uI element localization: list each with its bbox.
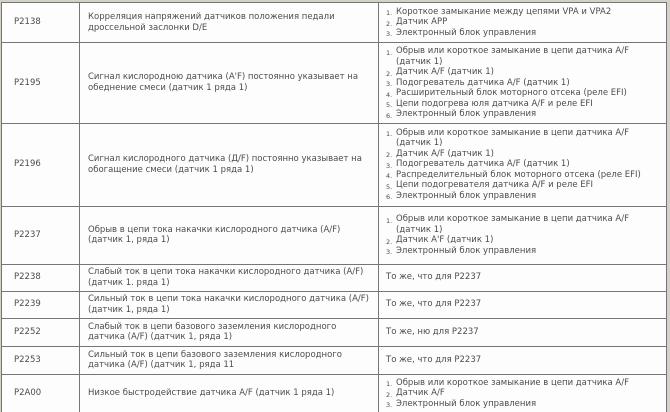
dtc-description [80,374,379,412]
cause-item: Датчик APP [396,17,448,28]
cause-item: Цепи подогрева юля датчика A/F и реле EFI [396,98,593,109]
dtc-code [2,318,80,346]
dtc-code [2,3,80,43]
cause-item: Подогреватель датчика A/F (датчик 1) [396,159,570,170]
dtc-description-text: Сильный ток в цепи тока накачки кислородного датчика (A/F) (датчик 1, ряда 1) [88,294,369,315]
table-row [2,43,667,124]
dtc-causes [379,374,667,412]
table-row [2,206,667,264]
dtc-description-text: Низкое быстродействие датчика A/F (датчик 1 ряда 1) [88,388,335,398]
dtc-description-text: Обрыв в цепи тока накачки кислородного датчика (A/F) (датчик 1, ряда 1) [88,224,341,245]
cause-item: Короткое замыкание между цепями VPA и VPA2 [396,6,612,17]
dtc-description-text: Сильный ток в цепи базового заземления кислородного датчика (A/F) (датчик 1, ряда 11 [88,349,342,370]
dtc-code-text: P2252 [14,326,41,337]
dtc-note [379,291,667,318]
cause-item: Датчик A/F [396,388,445,398]
cause-item: Электронный блок управления [396,109,537,119]
dtc-code [2,123,80,206]
causes-list [385,46,662,120]
causes-list [385,378,662,410]
dtc-note [379,318,667,346]
cause-item: Электронный блок управления [396,190,537,201]
dtc-description-text: Сигнал кислородного датчика (Д/F) постоянно указывает на обогащение смеси (датчик 1 ряда 1) [88,154,362,175]
dtc-note-text: То же, ню для P2237 [386,326,479,337]
dtc-table [1,2,667,412]
cause-item: Электронный блок управления [396,245,537,256]
dtc-description-text: Слабый ток в цепи тока накачки кислородного датчика (A/F) (датчик 1. ряда 1) [88,267,364,288]
table-row [2,318,667,346]
dtc-description [80,43,379,124]
dtc-causes [379,123,667,206]
dtc-description [80,318,379,346]
dtc-code-text: P2195 [14,77,41,88]
dtc-description [80,346,379,374]
cause-item: Электронный блок управления [396,27,537,38]
dtc-causes [379,206,667,264]
dtc-code [2,374,80,412]
table-row [2,374,667,412]
cause-item: Электронный блок управления [396,398,537,409]
dtc-code-text: P2239 [14,299,41,310]
cause-item: Обрыв или короткое замыкание в цепи датчика A/F (датчик 1) [396,127,629,149]
causes-list [385,214,662,256]
dtc-description [80,123,379,206]
dtc-code-text: P2138 [14,17,41,28]
dtc-code [2,264,80,291]
dtc-description-text: Слабый ток в цепи базового заземления кислородного датчика (A/F) (датчик 1, ряда 1) [88,321,337,342]
cause-item: Подогреватель датчика A/F (датчик 1) [396,77,570,88]
cause-item: Расширительный блок моторного отсека (реле EFI) [396,88,627,98]
cause-item: Обрыв или короткое замыкание в цепи датчика A/F (датчик 1) [396,214,629,235]
cause-item: Цепи подогревателя датчика A/F и реле EFI [396,180,594,191]
dtc-note-text: То же, что для P2237 [386,299,482,310]
dtc-code [2,291,80,318]
dtc-note-text: То же, что для P2237 [386,354,482,365]
table-row [2,3,667,43]
cause-item: Датчик A/F (датчик 1) [396,67,494,77]
dtc-code-text: P2253 [14,354,41,365]
dtc-causes [379,43,667,124]
dtc-code-text: P2A00 [14,388,42,398]
dtc-description [80,291,379,318]
causes-list [385,128,662,202]
table-row [2,123,667,206]
dtc-description [80,3,379,43]
table-row [2,291,667,318]
table-row [2,346,667,374]
cause-item: Обрыв или короткое замыкание в цепи датчика A/F [396,377,629,388]
cause-item: Датчик A/F (датчик 1) [396,148,494,159]
dtc-note-text: То же, что для P2237 [386,272,482,283]
dtc-code [2,206,80,264]
dtc-code-text: P2196 [14,159,41,170]
dtc-causes [379,3,667,43]
dtc-description [80,264,379,291]
dtc-code-text: P2237 [14,229,41,240]
cause-item: Обрыв или короткое замыкание в цепи датчика A/F (датчик 1) [396,46,629,67]
dtc-code-text: P2238 [14,272,41,283]
dtc-note [379,346,667,374]
causes-list [385,7,662,39]
cause-item: Датчик A'F (датчик 1) [396,235,494,245]
table-row [2,264,667,291]
dtc-description-text: Сигнал кислородною датчика (A'F) постоянно указывает на обеднение смеси (датчик 1 ряда 1) [88,72,359,93]
cause-item: Распределительный блок моторного отсека (реле EFI) [396,169,641,180]
dtc-description-text: Корреляция напряжений датчиков положения педали дроссельной заслонки D/E [88,12,335,33]
dtc-code [2,346,80,374]
dtc-description [80,206,379,264]
dtc-code [2,43,80,124]
dtc-note [379,264,667,291]
